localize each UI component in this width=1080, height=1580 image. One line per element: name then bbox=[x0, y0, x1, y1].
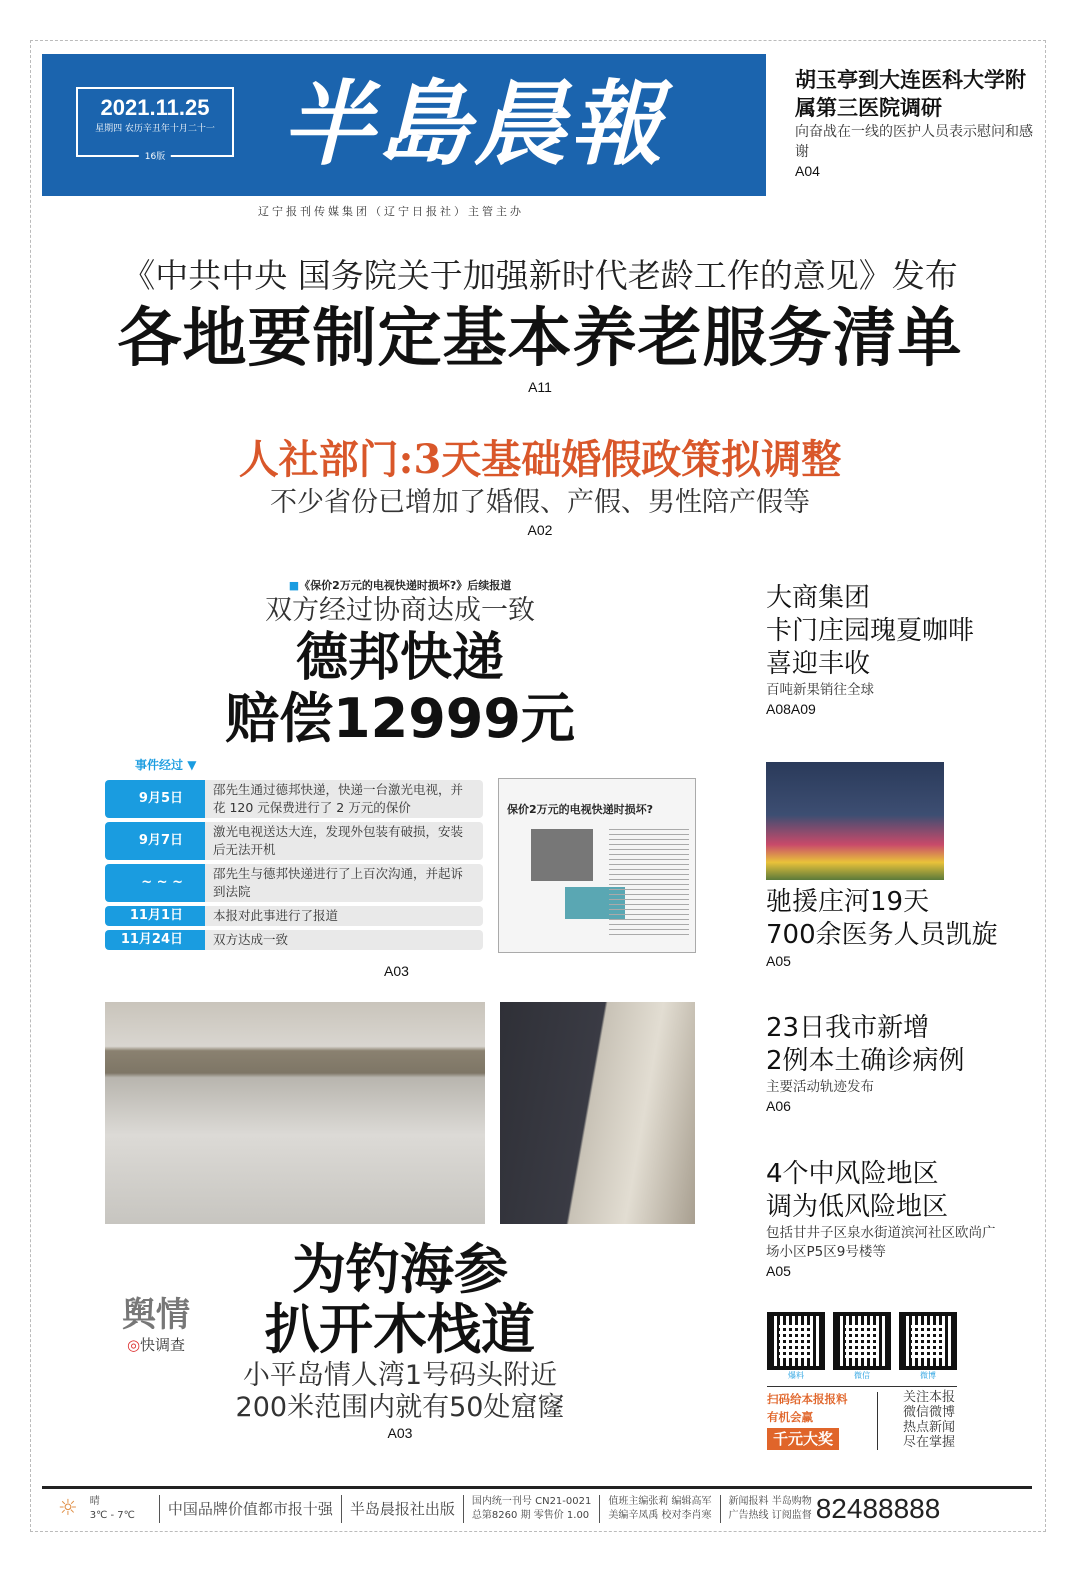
boardwalk-closeup-photo bbox=[500, 1002, 695, 1224]
clip-text bbox=[609, 829, 689, 939]
subhead-2: 200米范围内就有50处窟窿 bbox=[235, 1392, 565, 1423]
story-tag: 《保价2万元的电视快递时损坏?》后续报道 bbox=[299, 579, 512, 592]
timeline-title: 事件经过 ▼ bbox=[135, 758, 197, 772]
footer-bar: ☼ 晴 3℃ - 7℃ 中国品牌价值都市报十强 半岛晨报社出版 国内统一刊号 CN21-0021 总第8260 期 零售价 1.00 值班主编张莉 编辑高军 美编辛凤禹 校对李肖寒 新闻报料 半岛购物 广告热线 订阅监督 82488888 bbox=[42, 1486, 1032, 1528]
lead-headline[interactable]: 各地要制定基本养老服务清单 bbox=[117, 302, 963, 376]
yuqing-logo: 舆情 ◎快调查 bbox=[122, 1295, 190, 1354]
second-page-ref: A02 bbox=[527, 522, 553, 538]
follow-text: 关注本报 微信微博 热点新闻 尽在掌握 bbox=[903, 1390, 956, 1450]
timeline-row: 11月24日 双方达成一致 bbox=[105, 930, 483, 950]
clip-title: 保价2万元的电视快递时损坏? bbox=[507, 803, 654, 816]
qr-code-icon bbox=[767, 1312, 825, 1370]
timeline-row: ~ ~ ~ 邵先生与德邦快递进行了上百次沟通，并起诉到法院 bbox=[105, 864, 483, 902]
qr-code-icon bbox=[899, 1312, 957, 1370]
date: 2021.11.25 bbox=[100, 95, 210, 120]
promo: 扫码给本报报料 有机会赢 千元大奖 bbox=[767, 1392, 848, 1448]
debang-page-ref: A03 bbox=[384, 963, 409, 979]
subhead: 双方经过协商达成一致 bbox=[265, 595, 535, 626]
right-story[interactable]: 驰援庄河19天 700余医务人员凯旋 A05 bbox=[766, 887, 998, 969]
headline: 胡玉亭到大连医科大学附属第三医院调研 bbox=[795, 68, 1026, 120]
newspaper-logo: 半島晨報 bbox=[282, 70, 667, 178]
qr-codes: 爆料 微信 微博 bbox=[767, 1312, 957, 1381]
medical-team-photo bbox=[766, 762, 944, 880]
headline-2: 赔偿12999元 bbox=[225, 687, 575, 750]
page-ref: A04 bbox=[795, 163, 820, 179]
target-icon: ◎ bbox=[126, 1336, 141, 1354]
page-count: 16版 bbox=[139, 151, 171, 163]
sponsor-line: 辽宁报刊传媒集团（辽宁日报社）主管主办 bbox=[258, 205, 524, 218]
sun-icon: ☼ bbox=[58, 1495, 78, 1521]
headline-1: 为钓海参 bbox=[292, 1238, 508, 1301]
clip-photo bbox=[531, 829, 593, 881]
right-story[interactable]: 4个中风险地区 调为低风险地区 包括甘井子区泉水街道滨河社区欧尚广场小区P5区9号楼等 A05 bbox=[766, 1159, 996, 1279]
timeline-row: 9月7日 激光电视送达大连，发现外包装有破损，安装后无法开机 bbox=[105, 822, 483, 860]
top-right-story[interactable] bbox=[795, 66, 1035, 180]
masthead bbox=[42, 54, 766, 196]
subhead: 向奋战在一线的医护人员表示慰问和感谢 bbox=[795, 124, 1033, 160]
prize-badge: 千元大奖 bbox=[767, 1428, 839, 1450]
lead-kicker: 《中共中央 国务院关于加强新时代老龄工作的意见》发布 bbox=[122, 256, 958, 295]
square-bullet-icon: ■ bbox=[288, 579, 300, 592]
lead-page-ref: A11 bbox=[528, 379, 552, 395]
lunar-date: 星期四 农历辛丑年十月二十一 bbox=[95, 124, 215, 134]
subhead-1: 小平岛情人湾1号码头附近 bbox=[242, 1360, 558, 1391]
second-headline[interactable]: 人社部门:3天基础婚假政策拟调整 bbox=[238, 436, 842, 483]
second-subhead: 不少省份已增加了婚假、产假、男性陪产假等 bbox=[270, 487, 810, 518]
divider bbox=[767, 1386, 957, 1387]
timeline-row: 11月1日 本报对此事进行了报道 bbox=[105, 906, 483, 926]
page-ref: A03 bbox=[387, 1425, 413, 1441]
hotline-number: 82488888 bbox=[815, 1492, 941, 1524]
headline-1: 德邦快递 bbox=[295, 628, 504, 688]
date-box bbox=[76, 87, 234, 162]
debang-story[interactable] bbox=[100, 578, 700, 750]
divider bbox=[877, 1392, 878, 1450]
triangle-down-icon: ▼ bbox=[187, 758, 197, 772]
right-story[interactable]: 大商集团 卡门庄园瑰夏咖啡 喜迎丰收 百吨新果销往全球 A08A09 bbox=[766, 583, 975, 717]
headline-2: 扒开木栈道 bbox=[265, 1298, 535, 1361]
right-story[interactable]: 23日我市新增 2例本土确诊病例 主要活动轨迹发布 A06 bbox=[766, 1013, 965, 1114]
timeline bbox=[105, 780, 483, 954]
boardwalk-photo bbox=[105, 1002, 485, 1224]
timeline-row: 9月5日 邵先生通过德邦快递，快递一台激光电视，并花 120 元保费进行了 2 万元的保价 bbox=[105, 780, 483, 818]
previous-report-clipping[interactable] bbox=[498, 778, 696, 953]
qr-code-icon bbox=[833, 1312, 891, 1370]
haishen-story[interactable] bbox=[200, 1240, 600, 1442]
